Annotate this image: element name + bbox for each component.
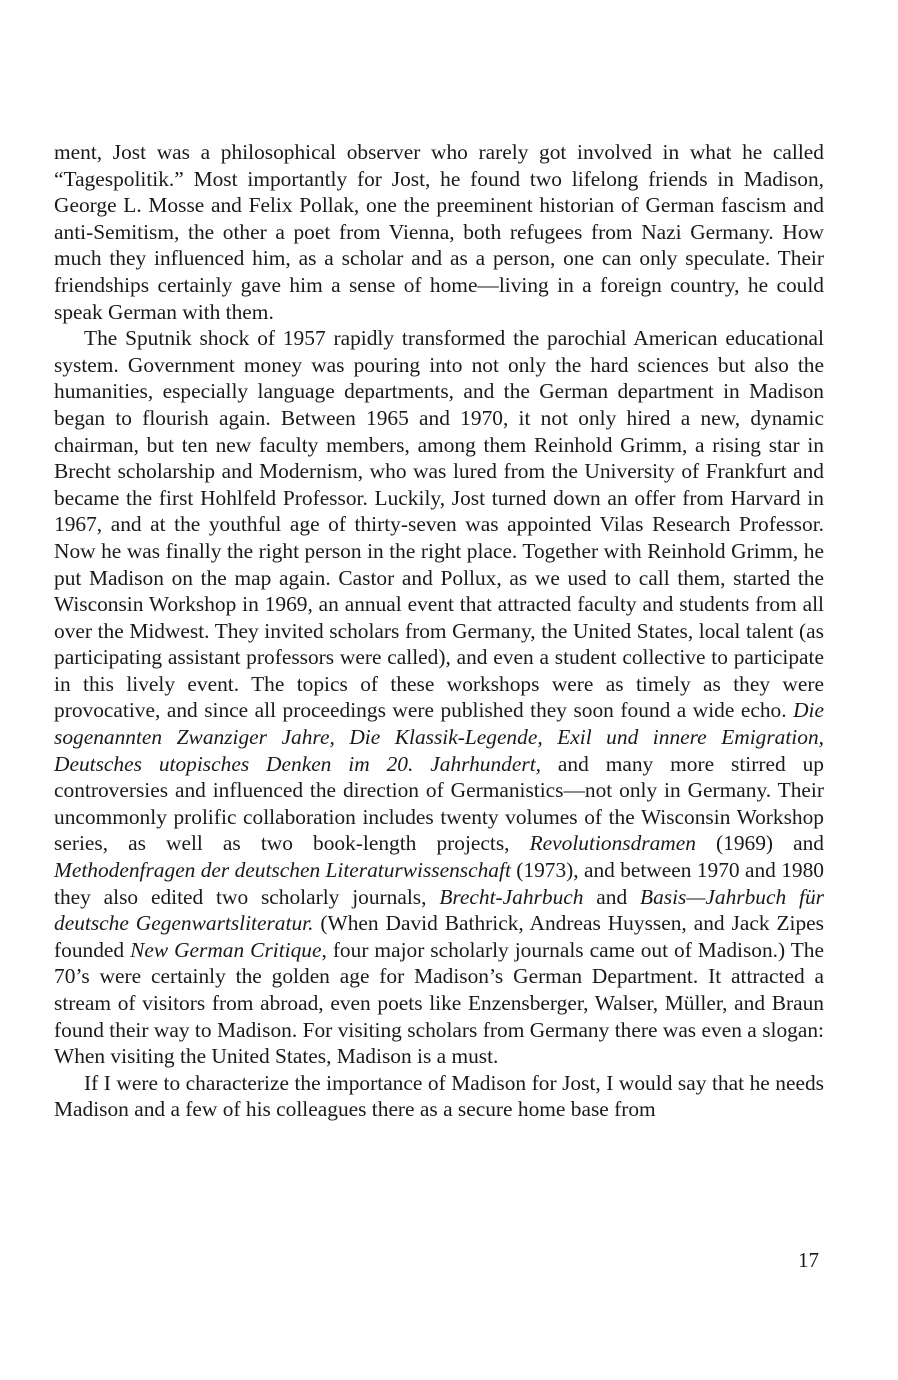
italic-title: New German Critique	[130, 937, 322, 962]
italic-title: Die sogenannten Zwanziger Jahre, Die Klassik-Legende, Exil und innere Emigration, Deutsches utopisches Denken im 20. Jahrhundert,	[54, 698, 824, 776]
text-run: (1973), and between 1970 and 1980 they also edited two scholarly journals,	[54, 858, 824, 909]
text-run: and	[583, 884, 641, 909]
italic-title: Brecht-Jahrbuch	[439, 884, 584, 909]
text-run: and many more stirred up controversies and influenced the direction of Germanistics—not only in Germany. Their uncommonly prolific collaboration includes twenty volumes of the Wisconsin Workshop series, as well as two book-length projects,	[54, 751, 825, 856]
paragraph	[54, 325, 824, 1070]
text-run: , four major scholarly journals came out of Madison.) The 70’s were certainly the golden age for Madison’s German Department. It attracted a stream of visitors from abroad, even poets like Enzensberger, Walser, Müller, and Braun found their way to Madison. For visiting scholars from Germany there was even a slogan: When visiting the United States, Madison is a must.	[54, 937, 824, 1069]
text-run: (1969) and	[695, 831, 825, 856]
body-text	[54, 139, 824, 1123]
paragraph	[54, 139, 824, 325]
italic-title: Basis—Jahrbuch für deutsche Gegenwartsliteratur.	[54, 884, 824, 936]
paragraph	[54, 1070, 824, 1123]
page-number: 17	[798, 1248, 819, 1272]
italic-title: Revolutionsdramen	[529, 831, 696, 856]
italic-title: Methodenfragen der deutschen Literaturwissenschaft	[54, 858, 511, 883]
text-run: (When David Bathrick, Andreas Huyssen, and Jack Zipes founded	[54, 911, 824, 962]
text-run: ment, Jost was a philosophical observer who rarely got involved in what he called “Tagespolitik.” Most importantly for Jost, he found two lifelong friends in Madison, George L. Mosse and Felix Pollak, one the preeminent historian of German fascism and anti-Semitism, the other a poet from Vienna, both refugees from Nazi Germany. How much they influenced him, as a scholar and as a person, one can only speculate. Their friendships certainly gave him a sense of home—living in a foreign country, he could speak German with them.	[54, 140, 824, 324]
text-run: The Sputnik shock of 1957 rapidly transformed the parochial American educational system. Government money was pouring into not only the hard sciences but also the humanities, especially language departments, and the German department in Madison began to flourish again. Between 1965 and 1970, it not only hired a new, dynamic chairman, but ten new faculty members, among them Reinhold Grimm, a rising star in Brecht scholarship and Modernism, who was lured from the University of Frankfurt and became the first Hohlfeld Professor. Luckily, Jost turned down an offer from Harvard in 1967, and at the youthful age of thirty-seven was appointed Vilas Research Professor. Now he was finally the right person in the right place. Together with Reinhold Grimm, he put Madison on the map again. Castor and Pollux, as we used to call them, started the Wisconsin Workshop in 1969, an annual event that attracted faculty and students from all over the Midwest. They invited scholars from Germany, the United States, local talent (as participating assistant professors were called), and even a student collective to participate in this lively event. The topics of these workshops were as timely as they were provocative, and since all proceedings were published they soon found a wide echo.	[54, 326, 824, 723]
text-run: If I were to characterize the importance of Madison for Jost, I would say that he needs Madison and a few of his colleagues there as a secure home base from	[54, 1070, 824, 1122]
